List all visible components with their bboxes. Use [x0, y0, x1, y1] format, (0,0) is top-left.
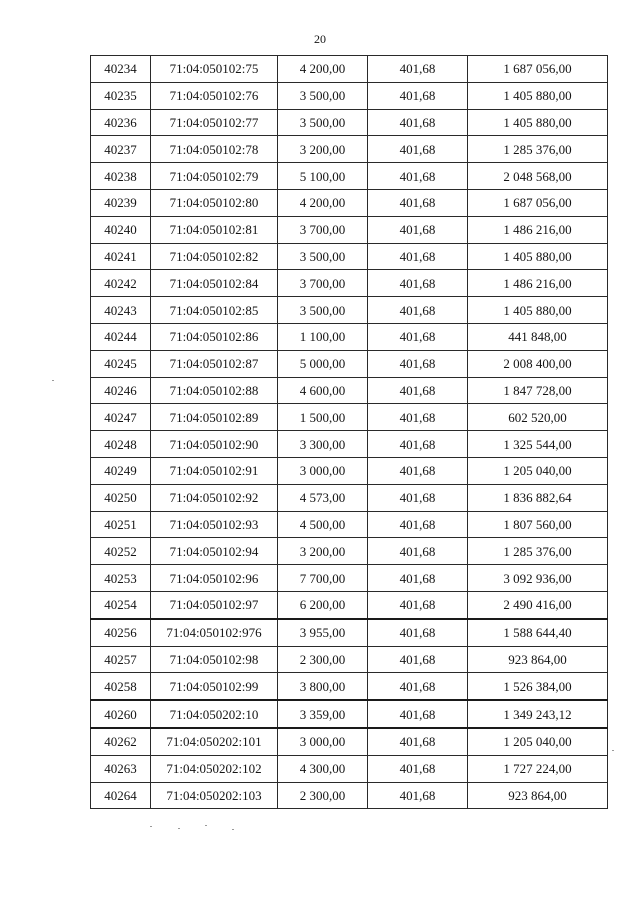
- cadastral-number-cell: 71:04:050202:10: [151, 700, 278, 728]
- table-row: [91, 297, 608, 324]
- cadastral-number-cell: 71:04:050102:97: [151, 591, 278, 618]
- row-number-cell: 40264: [91, 782, 151, 809]
- table-row: [91, 646, 608, 673]
- cadastral-value-cell: 1 325 544,00: [468, 431, 608, 458]
- table-row: [91, 377, 608, 404]
- table-row: [91, 243, 608, 270]
- cadastral-value-cell: 1 205 040,00: [468, 728, 608, 755]
- row-number-cell: 40252: [91, 538, 151, 565]
- row-number-cell: 40238: [91, 163, 151, 190]
- cadastral-value-cell: 1 847 728,00: [468, 377, 608, 404]
- area-cell: 4 200,00: [278, 189, 368, 216]
- cadastral-number-cell: 71:04:050102:77: [151, 109, 278, 136]
- cadastral-number-cell: 71:04:050102:89: [151, 404, 278, 431]
- table-row: [91, 189, 608, 216]
- cadastral-number-cell: 71:04:050102:79: [151, 163, 278, 190]
- row-number-cell: 40263: [91, 755, 151, 782]
- table-row: [91, 56, 608, 83]
- row-number-cell: 40254: [91, 591, 151, 618]
- table-row: [91, 755, 608, 782]
- rate-cell: 401,68: [368, 591, 468, 618]
- cadastral-number-cell: 71:04:050202:103: [151, 782, 278, 809]
- area-cell: 3 500,00: [278, 243, 368, 270]
- table-row: [91, 511, 608, 538]
- row-number-cell: 40245: [91, 350, 151, 377]
- row-number-cell: 40251: [91, 511, 151, 538]
- table-row: [91, 565, 608, 592]
- area-cell: 3 800,00: [278, 673, 368, 700]
- cadastral-number-cell: 71:04:050102:90: [151, 431, 278, 458]
- cadastral-value-cell: 923 864,00: [468, 646, 608, 673]
- cadastral-number-cell: 71:04:050102:78: [151, 136, 278, 163]
- rate-cell: 401,68: [368, 646, 468, 673]
- cadastral-number-cell: 71:04:050102:84: [151, 270, 278, 297]
- area-cell: 4 573,00: [278, 484, 368, 511]
- cadastral-number-cell: 71:04:050102:94: [151, 538, 278, 565]
- area-cell: 6 200,00: [278, 591, 368, 618]
- scan-speck: [150, 826, 152, 827]
- table-row: [91, 109, 608, 136]
- area-cell: 4 200,00: [278, 56, 368, 83]
- table-row: [91, 404, 608, 431]
- cadastral-number-cell: 71:04:050202:102: [151, 755, 278, 782]
- cadastral-number-cell: 71:04:050102:88: [151, 377, 278, 404]
- cadastral-number-cell: 71:04:050102:85: [151, 297, 278, 324]
- row-number-cell: 40248: [91, 431, 151, 458]
- cadastral-number-cell: 71:04:050202:101: [151, 728, 278, 755]
- area-cell: 2 300,00: [278, 782, 368, 809]
- cadastral-value-cell: 1 405 880,00: [468, 243, 608, 270]
- scan-speck: [178, 828, 180, 829]
- cadastral-number-cell: 71:04:050102:91: [151, 457, 278, 484]
- scan-speck: [612, 750, 614, 751]
- area-cell: 5 000,00: [278, 350, 368, 377]
- rate-cell: 401,68: [368, 484, 468, 511]
- cadastral-number-cell: 71:04:050102:976: [151, 619, 278, 646]
- row-number-cell: 40250: [91, 484, 151, 511]
- cadastral-number-cell: 71:04:050102:75: [151, 56, 278, 83]
- area-cell: 3 200,00: [278, 136, 368, 163]
- table-row: [91, 323, 608, 350]
- table-row: [91, 484, 608, 511]
- cadastral-value-cell: 602 520,00: [468, 404, 608, 431]
- rate-cell: 401,68: [368, 82, 468, 109]
- rate-cell: 401,68: [368, 565, 468, 592]
- rate-cell: 401,68: [368, 377, 468, 404]
- rate-cell: 401,68: [368, 457, 468, 484]
- row-number-cell: 40241: [91, 243, 151, 270]
- area-cell: 3 700,00: [278, 270, 368, 297]
- rate-cell: 401,68: [368, 163, 468, 190]
- table-row: [91, 350, 608, 377]
- row-number-cell: 40240: [91, 216, 151, 243]
- cadastral-value-cell: 2 048 568,00: [468, 163, 608, 190]
- row-number-cell: 40249: [91, 457, 151, 484]
- row-number-cell: 40234: [91, 56, 151, 83]
- area-cell: 3 359,00: [278, 700, 368, 728]
- cadastral-value-cell: 1 486 216,00: [468, 216, 608, 243]
- area-cell: 3 000,00: [278, 728, 368, 755]
- cadastral-value-cell: 2 008 400,00: [468, 350, 608, 377]
- cadastral-number-cell: 71:04:050102:98: [151, 646, 278, 673]
- cadastral-value-cell: 1 405 880,00: [468, 297, 608, 324]
- rate-cell: 401,68: [368, 136, 468, 163]
- table-body: [91, 56, 608, 809]
- table-row: [91, 270, 608, 297]
- table-row: [91, 673, 608, 700]
- row-number-cell: 40243: [91, 297, 151, 324]
- cadastral-value-cell: 2 490 416,00: [468, 591, 608, 618]
- area-cell: 1 500,00: [278, 404, 368, 431]
- cadastral-value-cell: 3 092 936,00: [468, 565, 608, 592]
- area-cell: 1 100,00: [278, 323, 368, 350]
- area-cell: 7 700,00: [278, 565, 368, 592]
- table-row: [91, 216, 608, 243]
- row-number-cell: 40262: [91, 728, 151, 755]
- rate-cell: 401,68: [368, 56, 468, 83]
- row-number-cell: 40237: [91, 136, 151, 163]
- rate-cell: 401,68: [368, 216, 468, 243]
- scan-speck: [52, 380, 54, 381]
- rate-cell: 401,68: [368, 538, 468, 565]
- row-number-cell: 40235: [91, 82, 151, 109]
- row-number-cell: 40260: [91, 700, 151, 728]
- rate-cell: 401,68: [368, 728, 468, 755]
- table-row: [91, 782, 608, 809]
- table-row: [91, 136, 608, 163]
- cadastral-number-cell: 71:04:050102:92: [151, 484, 278, 511]
- rate-cell: 401,68: [368, 511, 468, 538]
- area-cell: 3 300,00: [278, 431, 368, 458]
- table-row: [91, 700, 608, 728]
- page-number: 20: [314, 32, 326, 46]
- area-cell: 3 000,00: [278, 457, 368, 484]
- cadastral-value-cell: 441 848,00: [468, 323, 608, 350]
- cadastral-number-cell: 71:04:050102:96: [151, 565, 278, 592]
- rate-cell: 401,68: [368, 297, 468, 324]
- rate-cell: 401,68: [368, 700, 468, 728]
- cadastral-value-cell: 1 526 384,00: [468, 673, 608, 700]
- rate-cell: 401,68: [368, 350, 468, 377]
- table-row: [91, 82, 608, 109]
- row-number-cell: 40239: [91, 189, 151, 216]
- cadastral-number-cell: 71:04:050102:87: [151, 350, 278, 377]
- area-cell: 3 700,00: [278, 216, 368, 243]
- table-row: [91, 457, 608, 484]
- table-row: [91, 591, 608, 618]
- area-cell: 5 100,00: [278, 163, 368, 190]
- row-number-cell: 40247: [91, 404, 151, 431]
- row-number-cell: 40242: [91, 270, 151, 297]
- cadastral-number-cell: 71:04:050102:76: [151, 82, 278, 109]
- scan-speck: [205, 825, 207, 826]
- cadastral-number-cell: 71:04:050102:99: [151, 673, 278, 700]
- cadastral-value-cell: 1 687 056,00: [468, 189, 608, 216]
- area-cell: 3 500,00: [278, 82, 368, 109]
- cadastral-value-cell: 1 807 560,00: [468, 511, 608, 538]
- scan-speck: [232, 829, 234, 830]
- cadastral-value-cell: 1 687 056,00: [468, 56, 608, 83]
- row-number-cell: 40253: [91, 565, 151, 592]
- cadastral-value-cell: 1 285 376,00: [468, 136, 608, 163]
- rate-cell: 401,68: [368, 189, 468, 216]
- row-number-cell: 40258: [91, 673, 151, 700]
- cadastral-value-cell: 1 486 216,00: [468, 270, 608, 297]
- area-cell: 2 300,00: [278, 646, 368, 673]
- cadastral-number-cell: 71:04:050102:93: [151, 511, 278, 538]
- rate-cell: 401,68: [368, 323, 468, 350]
- cadastral-value-table: [90, 55, 608, 809]
- cadastral-value-cell: 1 727 224,00: [468, 755, 608, 782]
- cadastral-value-cell: 1 405 880,00: [468, 82, 608, 109]
- rate-cell: 401,68: [368, 755, 468, 782]
- cadastral-number-cell: 71:04:050102:82: [151, 243, 278, 270]
- cadastral-value-cell: 1 588 644,40: [468, 619, 608, 646]
- table-row: [91, 431, 608, 458]
- table-row: [91, 538, 608, 565]
- rate-cell: 401,68: [368, 404, 468, 431]
- table-row: [91, 619, 608, 646]
- table-row: [91, 728, 608, 755]
- row-number-cell: 40256: [91, 619, 151, 646]
- cadastral-number-cell: 71:04:050102:86: [151, 323, 278, 350]
- cadastral-value-cell: 923 864,00: [468, 782, 608, 809]
- rate-cell: 401,68: [368, 431, 468, 458]
- rate-cell: 401,68: [368, 619, 468, 646]
- area-cell: 4 500,00: [278, 511, 368, 538]
- area-cell: 3 200,00: [278, 538, 368, 565]
- rate-cell: 401,68: [368, 270, 468, 297]
- rate-cell: 401,68: [368, 109, 468, 136]
- cadastral-number-cell: 71:04:050102:80: [151, 189, 278, 216]
- row-number-cell: 40257: [91, 646, 151, 673]
- cadastral-value-cell: 1 205 040,00: [468, 457, 608, 484]
- table-row: [91, 163, 608, 190]
- cadastral-value-cell: 1 405 880,00: [468, 109, 608, 136]
- area-cell: 4 600,00: [278, 377, 368, 404]
- area-cell: 3 955,00: [278, 619, 368, 646]
- row-number-cell: 40236: [91, 109, 151, 136]
- rate-cell: 401,68: [368, 673, 468, 700]
- area-cell: 4 300,00: [278, 755, 368, 782]
- cadastral-value-cell: 1 836 882,64: [468, 484, 608, 511]
- row-number-cell: 40246: [91, 377, 151, 404]
- cadastral-number-cell: 71:04:050102:81: [151, 216, 278, 243]
- rate-cell: 401,68: [368, 243, 468, 270]
- row-number-cell: 40244: [91, 323, 151, 350]
- cadastral-value-cell: 1 349 243,12: [468, 700, 608, 728]
- area-cell: 3 500,00: [278, 297, 368, 324]
- cadastral-value-cell: 1 285 376,00: [468, 538, 608, 565]
- rate-cell: 401,68: [368, 782, 468, 809]
- area-cell: 3 500,00: [278, 109, 368, 136]
